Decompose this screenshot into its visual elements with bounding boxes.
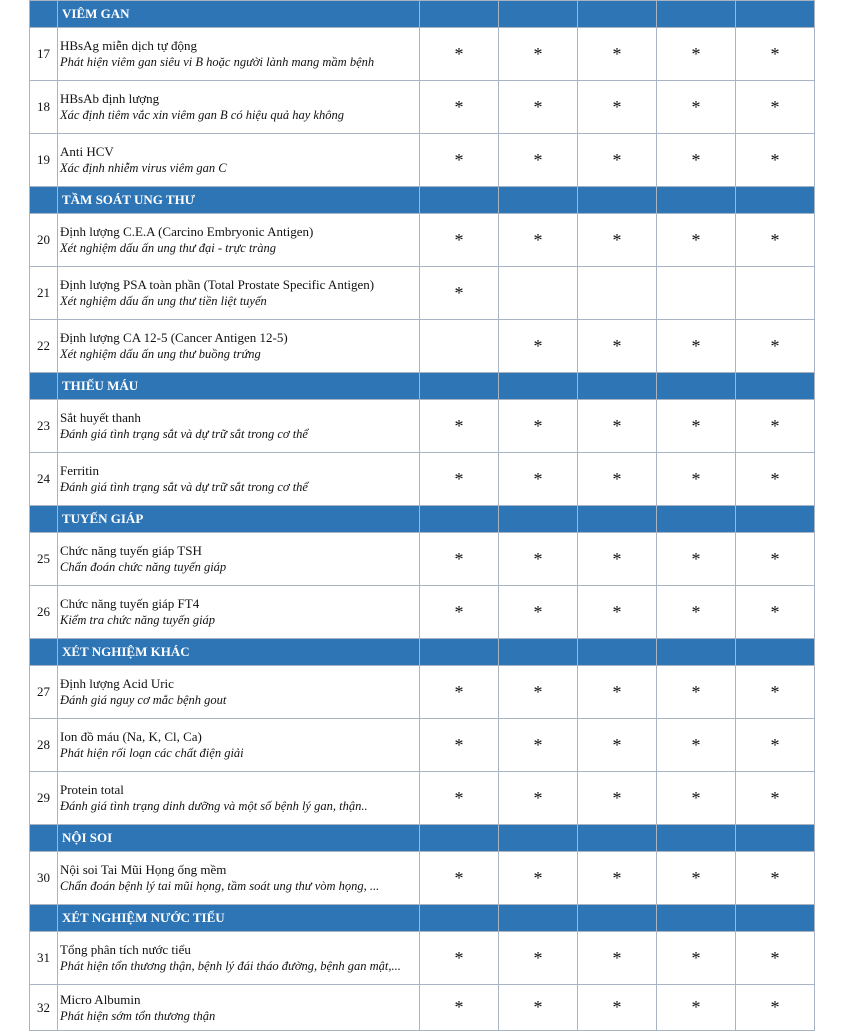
item-description: Phát hiện viêm gan siêu vi B hoặc người lành mang mầm bệnh <box>60 55 375 69</box>
package-mark-cell: * <box>736 533 815 586</box>
package-mark-cell: * <box>578 932 657 985</box>
package-mark-cell: * <box>657 81 736 134</box>
section-package-cell <box>657 905 736 932</box>
package-mark-cell: * <box>420 400 499 453</box>
package-mark-cell: * <box>420 985 499 1031</box>
package-mark-cell: * <box>499 400 578 453</box>
package-mark-cell: * <box>499 28 578 81</box>
item-number: 32 <box>30 985 58 1031</box>
item-number: 26 <box>30 586 58 639</box>
package-mark-cell: * <box>499 932 578 985</box>
package-mark-cell: * <box>499 453 578 506</box>
section-package-cell <box>420 187 499 214</box>
package-mark-cell: * <box>499 772 578 825</box>
table-row <box>30 267 815 320</box>
item-cell <box>58 267 420 320</box>
item-description: Kiểm tra chức năng tuyến giáp <box>60 613 216 627</box>
item-name: Anti HCV <box>60 144 114 159</box>
item-description: Đánh giá nguy cơ mắc bệnh gout <box>60 693 227 707</box>
package-mark-cell: * <box>657 400 736 453</box>
package-mark-cell: * <box>736 320 815 373</box>
item-cell <box>58 533 420 586</box>
table-row <box>30 28 815 81</box>
section-header-row <box>30 825 815 852</box>
table-row <box>30 81 815 134</box>
package-mark-cell: * <box>499 852 578 905</box>
package-mark-cell: * <box>420 214 499 267</box>
item-cell <box>58 586 420 639</box>
item-description: Đánh giá tình trạng sắt và dự trữ sắt trong cơ thể <box>60 427 308 441</box>
table-row <box>30 932 815 985</box>
package-mark-cell: * <box>499 666 578 719</box>
section-spacer <box>30 639 58 666</box>
item-number: 29 <box>30 772 58 825</box>
item-cell <box>58 320 420 373</box>
package-mark-cell: * <box>657 932 736 985</box>
section-package-cell <box>499 506 578 533</box>
package-mark-cell: * <box>420 852 499 905</box>
section-package-cell <box>657 1 736 28</box>
package-mark-cell: * <box>657 28 736 81</box>
package-mark-cell: * <box>578 666 657 719</box>
item-number: 27 <box>30 666 58 719</box>
item-description: Phát hiện tổn thương thận, bệnh lý đái tháo đường, bệnh gan mật,... <box>60 959 401 973</box>
package-mark-cell: * <box>420 28 499 81</box>
package-mark-cell: * <box>499 214 578 267</box>
item-name: Định lượng CA 12-5 (Cancer Antigen 12-5) <box>60 330 288 345</box>
package-mark-cell: * <box>657 852 736 905</box>
section-package-cell <box>657 187 736 214</box>
package-mark-cell <box>736 267 815 320</box>
package-mark-cell: * <box>736 932 815 985</box>
item-description: Xét nghiệm dấu ấn ung thư đại - trực tràng <box>60 241 277 255</box>
package-mark-cell: * <box>736 81 815 134</box>
section-spacer <box>30 1 58 28</box>
item-description: Chẩn đoán chức năng tuyến giáp <box>60 560 227 574</box>
item-number: 21 <box>30 267 58 320</box>
section-title: NỘI SOI <box>58 825 420 852</box>
section-package-cell <box>578 1 657 28</box>
package-mark-cell: * <box>499 985 578 1031</box>
package-mark-cell <box>657 267 736 320</box>
section-header-row <box>30 506 815 533</box>
package-mark-cell: * <box>420 666 499 719</box>
package-mark-cell: * <box>420 932 499 985</box>
package-mark-cell: * <box>578 772 657 825</box>
test-package-table <box>29 0 815 1031</box>
item-name: Chức năng tuyến giáp TSH <box>60 543 202 558</box>
item-number: 24 <box>30 453 58 506</box>
item-cell <box>58 772 420 825</box>
item-name: Ion đồ máu (Na, K, Cl, Ca) <box>60 729 202 744</box>
item-name: Tổng phân tích nước tiểu <box>60 942 191 957</box>
package-mark-cell: * <box>578 320 657 373</box>
item-name: Protein total <box>60 782 124 797</box>
section-header-row <box>30 373 815 400</box>
item-description: Phát hiện sớm tổn thương thận <box>60 1008 216 1023</box>
section-package-cell <box>420 825 499 852</box>
section-spacer <box>30 506 58 533</box>
section-package-cell <box>657 373 736 400</box>
package-mark-cell: * <box>736 400 815 453</box>
package-mark-cell: * <box>420 586 499 639</box>
package-mark-cell: * <box>657 134 736 187</box>
item-cell <box>58 719 420 772</box>
item-description: Xác định tiêm vắc xin viêm gan B có hiệu quả hay không <box>60 108 344 122</box>
item-number: 31 <box>30 932 58 985</box>
package-mark-cell: * <box>499 134 578 187</box>
package-mark-cell: * <box>657 719 736 772</box>
package-mark-cell: * <box>657 533 736 586</box>
item-number: 30 <box>30 852 58 905</box>
package-mark-cell: * <box>657 453 736 506</box>
section-package-cell <box>499 905 578 932</box>
package-mark-cell: * <box>578 852 657 905</box>
package-mark-cell: * <box>420 267 499 320</box>
package-mark-cell <box>420 320 499 373</box>
section-spacer <box>30 373 58 400</box>
package-mark-cell: * <box>736 719 815 772</box>
package-mark-cell: * <box>736 28 815 81</box>
package-mark-cell: * <box>578 134 657 187</box>
item-name: HBsAg miễn dịch tự động <box>60 38 198 53</box>
section-title: VIÊM GAN <box>58 1 420 28</box>
package-mark-cell: * <box>736 985 815 1031</box>
package-mark-cell: * <box>736 453 815 506</box>
section-package-cell <box>657 506 736 533</box>
section-package-cell <box>499 1 578 28</box>
package-mark-cell: * <box>657 666 736 719</box>
table-row <box>30 666 815 719</box>
item-name: Chức năng tuyến giáp FT4 <box>60 596 200 611</box>
item-cell <box>58 134 420 187</box>
item-description: Xét nghiệm dấu ấn ung thư tiền liệt tuyến <box>60 294 267 308</box>
item-number: 22 <box>30 320 58 373</box>
section-title: THIẾU MÁU <box>58 373 420 400</box>
item-number: 19 <box>30 134 58 187</box>
package-mark-cell: * <box>499 320 578 373</box>
section-package-cell <box>736 639 815 666</box>
table-row <box>30 772 815 825</box>
section-package-cell <box>736 1 815 28</box>
table-row <box>30 852 815 905</box>
section-package-cell <box>578 373 657 400</box>
item-cell <box>58 214 420 267</box>
table-row <box>30 586 815 639</box>
section-header-row <box>30 187 815 214</box>
section-package-cell <box>420 905 499 932</box>
package-mark-cell: * <box>657 586 736 639</box>
package-mark-cell: * <box>420 453 499 506</box>
package-mark-cell: * <box>578 985 657 1031</box>
section-package-cell <box>499 187 578 214</box>
section-package-cell <box>578 639 657 666</box>
package-mark-cell: * <box>420 772 499 825</box>
item-number: 20 <box>30 214 58 267</box>
item-number: 25 <box>30 533 58 586</box>
table-row <box>30 214 815 267</box>
section-title: TẦM SOÁT UNG THƯ <box>58 187 420 214</box>
item-number: 23 <box>30 400 58 453</box>
item-cell <box>58 932 420 985</box>
section-package-cell <box>420 1 499 28</box>
section-package-cell <box>499 825 578 852</box>
item-cell <box>58 852 420 905</box>
section-package-cell <box>578 825 657 852</box>
item-name: Nội soi Tai Mũi Họng ống mềm <box>60 862 227 877</box>
section-package-cell <box>657 825 736 852</box>
package-mark-cell: * <box>499 533 578 586</box>
section-spacer <box>30 187 58 214</box>
item-name: Micro Albumin <box>60 991 141 1007</box>
package-mark-cell: * <box>657 985 736 1031</box>
section-header-row <box>30 905 815 932</box>
item-name: Sắt huyết thanh <box>60 410 141 425</box>
table-row <box>30 400 815 453</box>
item-description: Xác định nhiễm virus viêm gan C <box>60 161 227 175</box>
item-cell <box>58 666 420 719</box>
item-cell <box>58 81 420 134</box>
package-mark-cell: * <box>736 214 815 267</box>
section-title: XÉT NGHIỆM KHÁC <box>58 639 420 666</box>
item-cell <box>58 453 420 506</box>
package-mark-cell: * <box>420 533 499 586</box>
package-mark-cell: * <box>736 134 815 187</box>
package-mark-cell: * <box>736 586 815 639</box>
item-description: Đánh giá tình trạng dinh dưỡng và một số bệnh lý gan, thận.. <box>60 799 368 813</box>
section-package-cell <box>736 905 815 932</box>
package-mark-cell: * <box>736 852 815 905</box>
package-mark-cell: * <box>578 214 657 267</box>
table-row <box>30 320 815 373</box>
package-mark-cell: * <box>657 772 736 825</box>
section-title: TUYẾN GIÁP <box>58 506 420 533</box>
item-cell <box>58 28 420 81</box>
item-name: Ferritin <box>60 463 99 478</box>
section-spacer <box>30 905 58 932</box>
package-mark-cell: * <box>499 719 578 772</box>
table-row <box>30 533 815 586</box>
package-mark-cell: * <box>420 719 499 772</box>
section-package-cell <box>657 639 736 666</box>
package-mark-cell: * <box>578 586 657 639</box>
item-cell <box>58 400 420 453</box>
section-package-cell <box>578 506 657 533</box>
package-mark-cell: * <box>657 214 736 267</box>
package-mark-cell <box>578 267 657 320</box>
table-body <box>30 1 815 1031</box>
section-package-cell <box>578 905 657 932</box>
item-name: Định lượng PSA toàn phần (Total Prostate Specific Antigen) <box>60 277 375 292</box>
item-number: 18 <box>30 81 58 134</box>
section-package-cell <box>499 373 578 400</box>
section-package-cell <box>736 373 815 400</box>
package-mark-cell: * <box>736 666 815 719</box>
section-package-cell <box>736 187 815 214</box>
item-description: Chẩn đoán bệnh lý tai mũi họng, tầm soát ung thư vòm họng, ... <box>60 879 380 893</box>
package-mark-cell: * <box>657 320 736 373</box>
table-row <box>30 453 815 506</box>
package-mark-cell: * <box>420 81 499 134</box>
table-row <box>30 719 815 772</box>
package-mark-cell: * <box>499 81 578 134</box>
package-mark-cell <box>499 267 578 320</box>
package-mark-cell: * <box>578 81 657 134</box>
section-package-cell <box>499 639 578 666</box>
table-row <box>30 134 815 187</box>
item-number: 17 <box>30 28 58 81</box>
item-description: Đánh giá tình trạng sắt và dự trữ sắt trong cơ thể <box>60 480 308 494</box>
section-package-cell <box>420 506 499 533</box>
section-header-row <box>30 639 815 666</box>
item-name: Định lượng C.E.A (Carcino Embryonic Antigen) <box>60 224 314 239</box>
package-mark-cell: * <box>578 453 657 506</box>
package-mark-cell: * <box>578 28 657 81</box>
item-number: 28 <box>30 719 58 772</box>
item-description: Phát hiện rối loạn các chất điện giải <box>60 746 244 760</box>
item-description: Xét nghiệm dấu ấn ung thư buồng trứng <box>60 347 261 361</box>
package-mark-cell: * <box>420 134 499 187</box>
package-mark-cell: * <box>736 772 815 825</box>
section-header-row <box>30 1 815 28</box>
package-mark-cell: * <box>578 400 657 453</box>
package-mark-cell: * <box>578 533 657 586</box>
section-package-cell <box>736 506 815 533</box>
section-package-cell <box>736 825 815 852</box>
section-package-cell <box>420 639 499 666</box>
item-name: Định lượng Acid Uric <box>60 676 174 691</box>
section-title: XÉT NGHIỆM NƯỚC TIỂU <box>58 905 420 932</box>
section-package-cell <box>578 187 657 214</box>
section-package-cell <box>420 373 499 400</box>
package-mark-cell: * <box>499 586 578 639</box>
package-mark-cell: * <box>578 719 657 772</box>
section-spacer <box>30 825 58 852</box>
item-name: HBsAb định lượng <box>60 91 160 106</box>
